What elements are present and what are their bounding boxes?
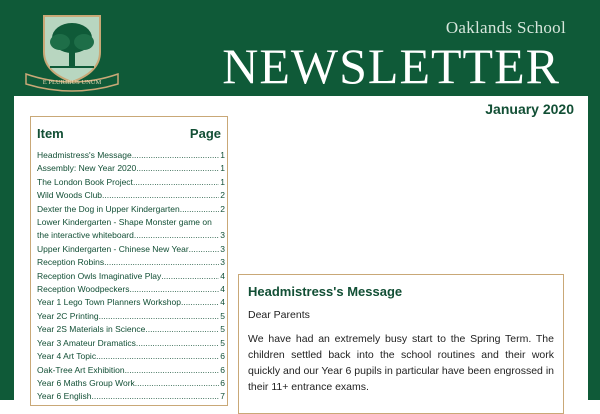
toc-entry[interactable]: Year 4 Art Topic ..... 6 [37,350,225,363]
toc-page-column-label: Page [189,126,221,141]
message-greeting: Dear Parents [248,309,310,321]
toc-entry-line2: the interactive whiteboard ..... 3 [37,229,225,242]
crest-motto: E PLURIBUS UNUM [42,79,102,86]
toc-entry[interactable]: Year 6 English ..... 7 [37,390,225,403]
newsletter-title: NEWSLETTER [222,38,560,94]
toc-entry[interactable]: Reception Owls Imaginative Play ..... 4 [37,270,225,283]
toc-entry[interactable]: Reception Robins ..... 3 [37,256,225,269]
toc-entry[interactable]: Wild Woods Club ..... 2 [37,189,225,202]
toc-entry[interactable] [37,216,225,243]
headmistress-message [238,274,564,414]
toc-entry[interactable]: Year 1 Lego Town Planners Workshop ..... 4 [37,296,225,309]
school-name: Oaklands School [445,18,566,37]
toc-entry[interactable]: Year 6 Maths Group Work ..... 6 [37,377,225,390]
toc-entry[interactable]: Headmistress's Message ..... 1 [37,149,225,162]
toc-header [37,126,221,141]
toc-entry[interactable]: Dexter the Dog in Upper Kindergarten ..... 2 [37,203,225,216]
toc-entry[interactable]: Year 2S Materials in Science ..... 5 [37,323,225,336]
message-body: We have had an extremely busy start to the Spring Term. The children settled back into the school routines and their work quickly and our Year 6 pupils in particular have been engrossed in their 11+ entrance exams. [248,333,554,393]
toc-entry[interactable]: Year 2C Printing ..... 5 [37,310,225,323]
table-of-contents [30,116,228,406]
school-crest-icon [22,12,122,92]
toc-entry[interactable]: Upper Kindergarten - Chinese New Year ..... 3 [37,243,225,256]
toc-entry[interactable]: Reception Woodpeckers ..... 4 [37,283,225,296]
toc-entry[interactable]: Assembly: New Year 2020 ..... 1 [37,162,225,175]
toc-entry[interactable]: The London Book Project ..... 1 [37,176,225,189]
issue-date: January 2020 [485,101,574,117]
toc-entry[interactable]: Year 3 Amateur Dramatics ..... 5 [37,337,225,350]
toc-list [37,149,225,404]
toc-item-column-label: Item [37,126,64,141]
toc-entry-line1: Lower Kindergarten - Shape Monster game on [37,217,212,228]
toc-entry[interactable]: Oak-Tree Art Exhibition ..... 6 [37,364,225,377]
message-heading: Headmistress's Message [248,284,403,299]
